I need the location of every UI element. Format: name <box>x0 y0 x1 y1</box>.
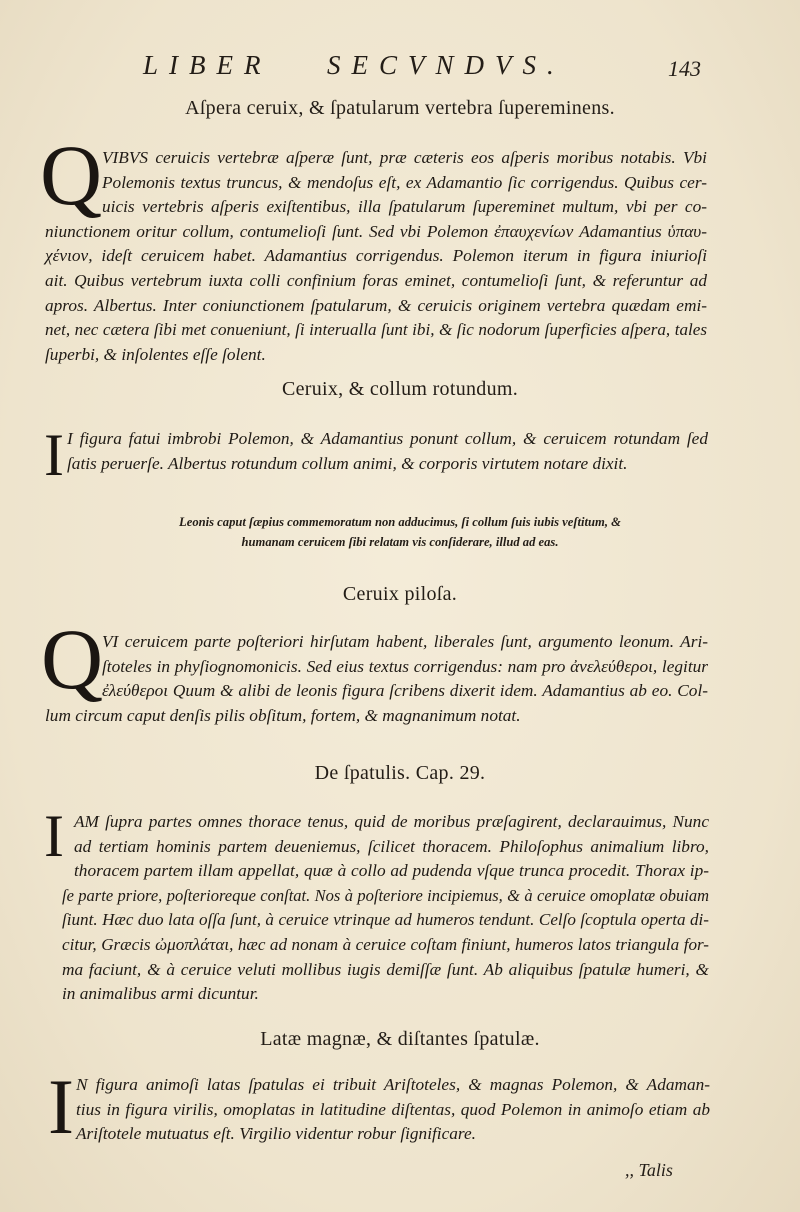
page-number: 143 <box>668 56 701 81</box>
text-line: ſatis peruerſe. Albertus rotundum collum animi, & corporis virtutem notare dixit. <box>67 453 628 473</box>
text-line: net, nec cætera ſibi met conueniunt, ſi interualla ſunt ibi, & ſic nodorum ſuperficies aſpera, tales <box>45 320 707 340</box>
text-line: apros. Albertus. Inter coniunctionem ſpatularum, & ceruicis originem vertebra quædam emi- <box>45 295 707 315</box>
section-body <box>45 146 707 367</box>
text-line: ſuperbi, & inſolentes eſſe ſolent. <box>45 344 266 364</box>
drop-cap: I <box>48 1063 74 1150</box>
section-heading: Aſpera ceruix, & ſpatularum vertebra ſupereminens. <box>185 97 615 119</box>
text-line: ait. Quibus vertebrum iuxta colli confinium foras eminet, contumelioſi ſunt, & referuntur ad <box>45 270 707 290</box>
text-line: ſtoteles in phyſiognomonicis. Sed eius textus corrigendus: nam pro ἀνελεύθεροι, legitur <box>102 656 708 676</box>
section-heading: De ſpatulis. Cap. 29. <box>314 762 486 784</box>
note-line: Leonis caput ſæpius commemoratum non adducimus, ſi collum ſuis iubis veſtitum, & <box>179 515 621 529</box>
drop-cap: I <box>44 803 64 869</box>
text-line: tius in figura virilis, omoplatas in latitudine diſtentas, quod Polemon in animoſo etiam ab <box>76 1099 710 1119</box>
section-heading: Latæ magnæ, & diſtantes ſpatulæ. <box>260 1028 540 1050</box>
text-line: Ariſtotele mutuatus eſt. Virgilio videntur robur ſignificare. <box>76 1124 476 1144</box>
running-head <box>0 50 800 90</box>
text-line: uicis vertebris aſperis exiſtentibus, illa ſpatularum ſupereminet multum, vbi per co- <box>102 197 707 217</box>
section-body <box>76 1073 710 1147</box>
text-line: lum circum caput denſis pilis obſitum, fortem, & magnanimum notat. <box>45 705 521 725</box>
section-heading: Ceruix, & collum rotundum. <box>281 378 519 400</box>
text-line: VIBVS ceruicis vertebræ aſperæ ſunt, præ cæteris eos aſperis moribus notabis. Vbi <box>102 148 707 167</box>
text-line: Polemonis textus truncus, & mendoſus eſt, ex Adamantio ſic corrigendus. Quibus cer- <box>102 172 707 192</box>
text-line: in animalibus armi dicuntur. <box>62 984 259 1004</box>
drop-cap: Q <box>40 127 103 223</box>
text-line: AM ſupra partes omnes thorace tenus, quid de moribus præſagirent, declarauimus, Nunc <box>74 812 709 831</box>
note-line: humanam ceruicem ſibi relatam vis conſiderare, illud ad eas. <box>241 535 559 549</box>
catchword: ,, Talis <box>625 1160 673 1180</box>
text-line: ad tertiam hominis partem deueniemus, ſcilicet thoracem. Philoſophus animalium libro, <box>74 836 709 856</box>
drop-cap: Q <box>41 611 104 707</box>
section-body <box>62 810 709 1007</box>
running-head-left: LIBER <box>143 50 272 80</box>
text-line: ſe parte priore, poſterioreque conſtat. Nos à poſteriore incipiemus, & à ceruice omoplatæ obuiam <box>62 885 709 905</box>
text-line: citur, Græcis ὠμοπλάται, hæc ad nonam à ceruice coſtam finiunt, humeros latos triangula for- <box>62 934 709 954</box>
text-line: ma faciunt, & à ceruice veluti mollibus iugis demiſſæ ſunt. Ab aliquibus ſpatulæ humeri, & <box>62 959 709 979</box>
text-line: ſiunt. Hæc duo lata oſſa ſunt, à ceruice vtrinque ad humeros tendunt. Celſo ſcoptula operta di- <box>62 910 709 930</box>
text-line: VI ceruicem parte poſteriori hirſutam habent, liberales ſunt, argumento leonum. Ari- <box>102 632 708 651</box>
text-line: I figura fatui imbrobi Polemon, & Adamantius ponunt collum, & ceruicem rotundam ſed <box>67 429 708 448</box>
running-head-right: SECVNDVS. <box>327 50 565 80</box>
text-line: ἐλεύθεροι Quum & alibi de leonis figura ſcribens dixerit idem. Adamantius ab eo. Col- <box>102 681 708 701</box>
text-line: N figura animoſi latas ſpatulas ei tribuit Ariſtoteles, & magnas Polemon, & Adaman- <box>76 1075 710 1094</box>
drop-cap: I <box>44 422 64 488</box>
text-line: niunctionem oritur collum, contumelioſi ſunt. Sed vbi Polemon ἐπαυχενίων Adamantius ὑπαυ- <box>45 221 707 241</box>
note <box>0 512 800 552</box>
section-body <box>67 427 708 476</box>
section-heading: Ceruix piloſa. <box>342 583 458 605</box>
text-line: thoracem partem illam appellat, quæ à collo ad pudenda vſque trunca procedit. Thorax ip- <box>74 861 709 881</box>
text-line: χένιον, ideſt ceruicem habet. Adamantius corrigendus. Polemon iterum in figura iniurioſi <box>45 246 707 266</box>
section-body <box>45 630 708 728</box>
